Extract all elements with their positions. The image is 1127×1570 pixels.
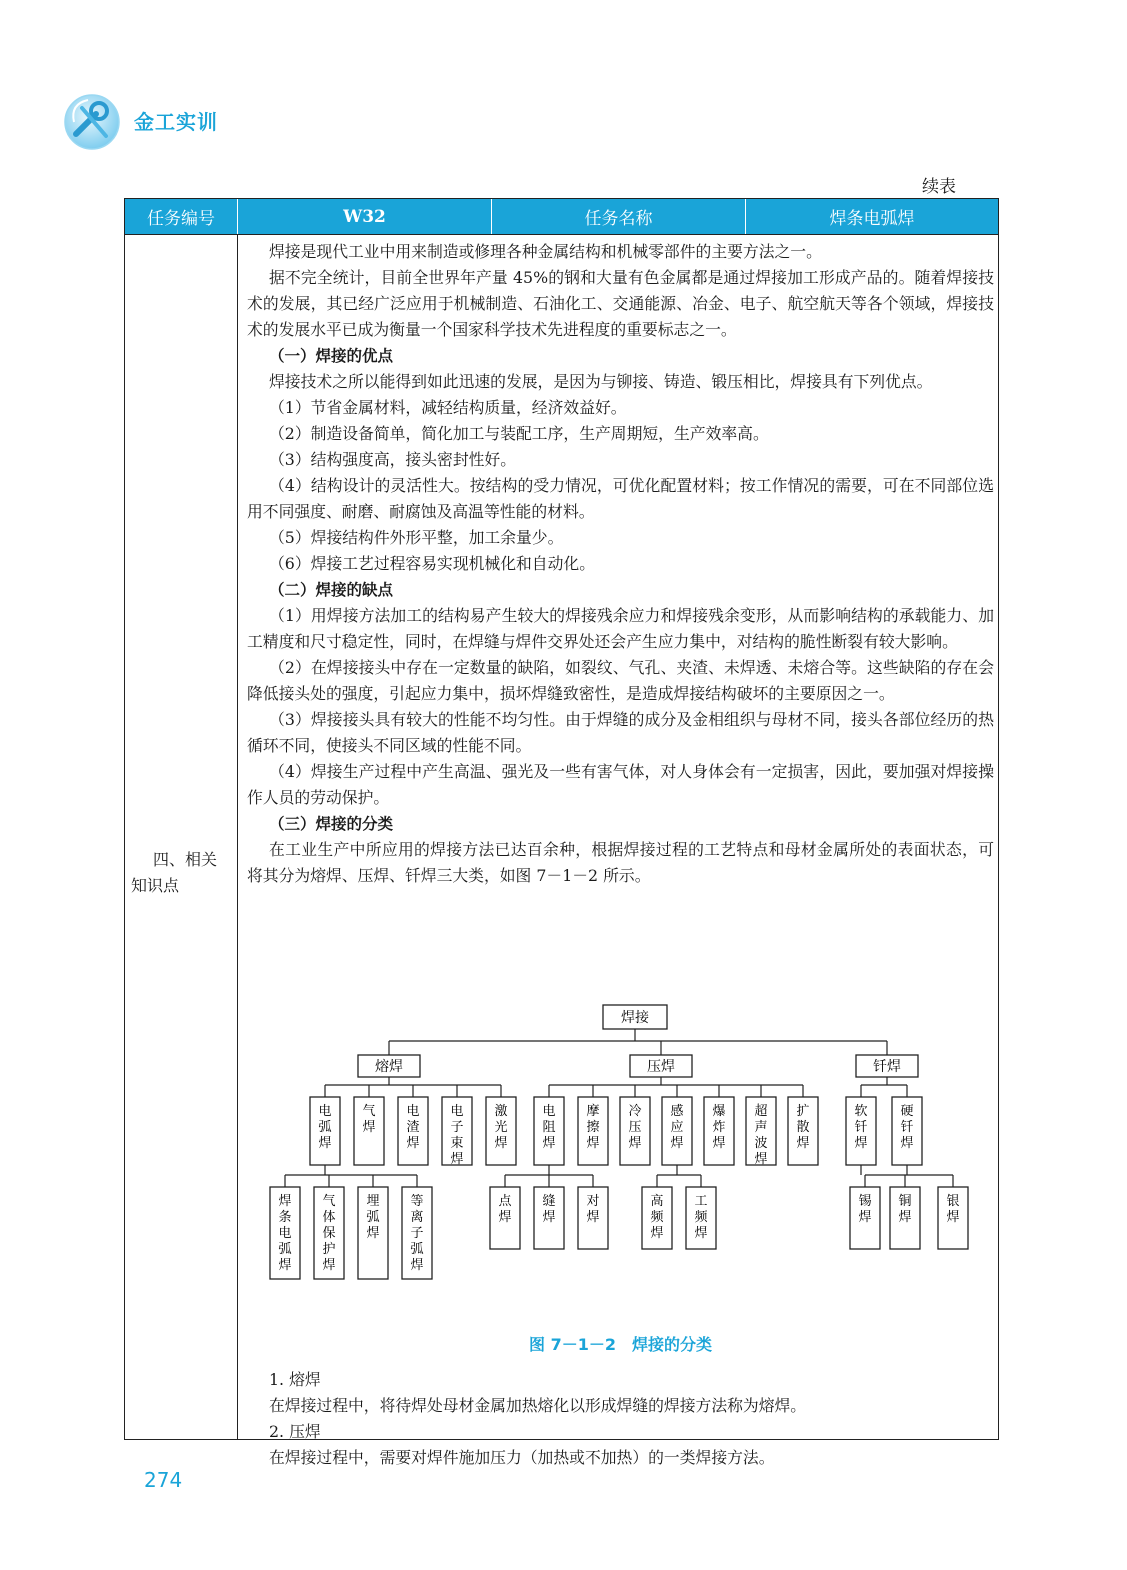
row-label-line2: 知识点 [131, 876, 180, 895]
paragraph: 焊接技术之所以能得到如此迅速的发展，是因为与铆接、铸造、锻压相比，焊接具有下列优点。 [269, 372, 933, 391]
fusion-method: 气焊 [362, 1104, 376, 1135]
list-item: （2）制造设备简单，简化加工与装配工序，生产周期短，生产效率高。 [269, 424, 769, 443]
category-brazing: 钎焊 [873, 1059, 901, 1075]
list-item: （6）焊接工艺过程容易实现机械化和自动化。 [269, 554, 595, 573]
task-table [124, 198, 999, 1467]
pressure-method: 感应焊 [670, 1104, 684, 1151]
arc-sub-method: 气体保护焊 [322, 1194, 336, 1273]
classification-text [247, 1367, 994, 1471]
category-pressure: 压焊 [647, 1059, 675, 1075]
table-header-row [125, 199, 998, 235]
paragraph: 在焊接过程中，需要对焊件施加压力（加热或不加热）的一类焊接方法。 [269, 1448, 775, 1467]
page-number: 274 [144, 1468, 183, 1492]
wrench-screwdriver-icon [62, 92, 122, 152]
category-fusion: 熔焊 [375, 1059, 403, 1075]
pressure-method: 超声波焊 [754, 1104, 768, 1167]
brazing-method: 软钎焊 [854, 1104, 868, 1151]
pressure-method: 摩擦焊 [586, 1104, 600, 1151]
list-item: （1）节省金属材料，减轻结构质量，经济效益好。 [269, 398, 627, 417]
list-item: （4）结构设计的灵活性大。按结构的受力情况，可优化配置材料；按工作情况的需要，可在不同部位选用不同强度、耐磨、耐腐蚀及高温等性能的材料。 [247, 476, 994, 521]
header-task-number-label: 任务编号 [125, 199, 238, 234]
subheading: 1. 熔焊 [269, 1370, 321, 1389]
pressure-method: 电阻焊 [542, 1104, 556, 1151]
paragraph: 在工业生产中所应用的焊接方法已达百余种，根据焊接过程的工艺特点和母材金属所处的表面状态，可将其分为熔焊、压焊、钎焊三大类，如图 7－1－2 所示。 [247, 840, 994, 885]
welding-classification-diagram [247, 997, 994, 1327]
header-task-name-value: 焊条电弧焊 [746, 199, 998, 234]
header-task-number-value: W32 [238, 199, 492, 234]
book-title: 金工实训 [134, 110, 218, 134]
induction-sub-method: 工频焊 [694, 1194, 708, 1241]
subheading: 2. 压焊 [269, 1422, 321, 1441]
section-heading: （三）焊接的分类 [269, 815, 394, 833]
fusion-method: 电弧焊 [318, 1104, 332, 1151]
list-item: （2）在焊接接头中存在一定数量的缺陷，如裂纹、气孔、夹渣、未焊透、未熔合等。这些缺陷的存在会降低接头处的强度，引起应力集中，损坏焊缝致密性，是造成焊接结构破坏的主要原因之一。 [247, 658, 994, 703]
row-label-line1: 四、相关 [153, 850, 218, 869]
list-item: （1）用焊接方法加工的结构易产生较大的焊接残余应力和焊接残余变形，从而影响结构的承载能力、加工精度和尺寸稳定性，同时，在焊缝与焊件交界处还会产生应力集中，对结构的脆性断裂有较大影响。 [247, 606, 994, 651]
paragraph: 焊接是现代工业中用来制造或修理各种金属结构和机械零部件的主要方法之一。 [269, 242, 822, 261]
soft-sub-method: 银焊 [946, 1194, 960, 1225]
list-item: （4）焊接生产过程中产生高温、强光及一些有害气体，对人身体会有一定损害，因此，要加强对焊接操作人员的劳动保护。 [247, 762, 994, 807]
resistance-sub-method: 对焊 [586, 1194, 600, 1225]
resistance-sub-method: 缝焊 [542, 1194, 556, 1225]
paragraph: 据不完全统计，目前全世界年产量 45%的钢和大量有色金属都是通过焊接加工形成产品的。随着焊接技术的发展，其已经广泛应用于机械制造、石油化工、交通能源、冶金、电子、航空航天等各个领域，焊接技术的发展水平已成为衡量一个国家科学技术先进程度的重要标志之一。 [247, 268, 994, 339]
figure-caption: 图 7－1－2 焊接的分类 [529, 1335, 712, 1354]
pressure-method: 冷压焊 [628, 1104, 642, 1151]
row-label-column [125, 235, 238, 1439]
list-item: （5）焊接结构件外形平整，加工余量少。 [269, 528, 564, 547]
arc-sub-method: 焊条电弧焊 [278, 1194, 292, 1273]
induction-sub-method: 高频焊 [650, 1194, 664, 1241]
resistance-sub-method: 点焊 [498, 1194, 512, 1225]
row-label [131, 847, 231, 899]
list-item: （3）焊接接头具有较大的性能不均匀性。由于焊缝的成分及金相组织与母材不同，接头各部位经历的热循环不同，使接头不同区域的性能不同。 [247, 710, 994, 755]
fusion-method: 电子束焊 [450, 1104, 464, 1167]
section-heading: （一）焊接的优点 [269, 347, 394, 365]
section-heading: （二）焊接的缺点 [269, 581, 394, 599]
soft-sub-method: 铜焊 [898, 1194, 912, 1225]
soft-sub-method: 锡焊 [858, 1194, 872, 1225]
header-task-name-label: 任务名称 [492, 199, 746, 234]
brazing-method: 硬钎焊 [900, 1104, 914, 1151]
list-item: （3）结构强度高，接头密封性好。 [269, 450, 517, 469]
paragraph: 在焊接过程中，将待焊处母材金属加热熔化以形成焊缝的焊接方法称为熔焊。 [269, 1396, 807, 1415]
pressure-method: 爆炸焊 [712, 1104, 726, 1151]
arc-sub-method: 等离子弧焊 [410, 1194, 424, 1273]
diagram-root: 焊接 [621, 1010, 649, 1026]
continued-label: 续表 [922, 177, 956, 197]
pressure-method: 扩散焊 [796, 1104, 810, 1151]
knowledge-content [247, 239, 994, 1467]
arc-sub-method: 埋弧焊 [366, 1194, 380, 1241]
fusion-method: 电渣焊 [406, 1104, 420, 1151]
fusion-method: 激光焊 [494, 1104, 508, 1151]
